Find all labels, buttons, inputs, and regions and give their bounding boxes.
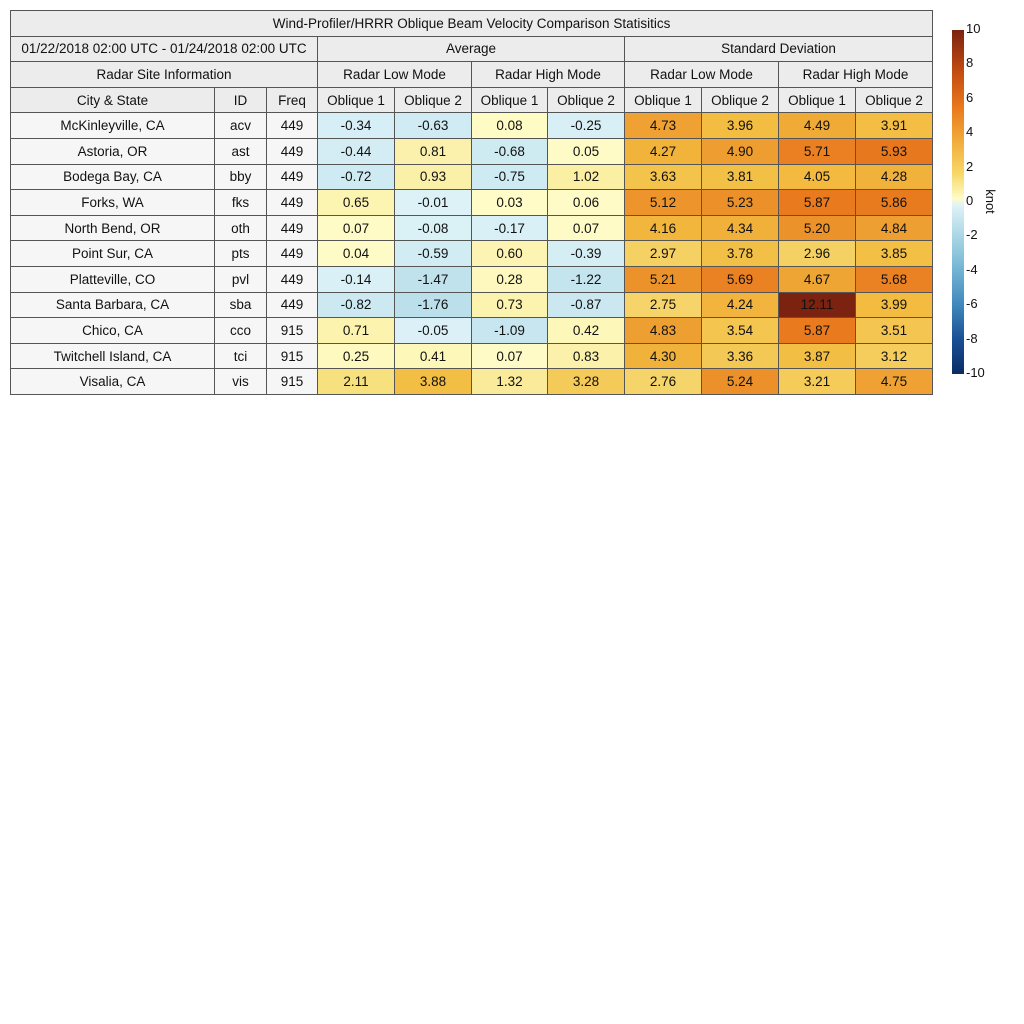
average-value-cell: 3.88: [395, 369, 472, 395]
site-city-cell: Twitchell Island, CA: [11, 343, 215, 369]
average-value-cell: -0.14: [318, 266, 395, 292]
std-low-mode-header: Radar Low Mode: [625, 62, 779, 88]
average-value-cell: -0.63: [395, 113, 472, 139]
average-value-cell: 0.07: [472, 343, 548, 369]
site-city-cell: McKinleyville, CA: [11, 113, 215, 139]
table-row: [11, 369, 933, 395]
average-value-cell: -0.39: [548, 241, 625, 267]
site-freq-cell: 449: [267, 138, 318, 164]
table-row: [11, 241, 933, 267]
oblique2-column-header: Oblique 2: [395, 87, 472, 113]
site-city-cell: Platteville, CO: [11, 266, 215, 292]
std-dev-value-cell: 3.85: [856, 241, 933, 267]
site-id-cell: sba: [215, 292, 267, 318]
table-row: [11, 292, 933, 318]
average-value-cell: 2.11: [318, 369, 395, 395]
average-value-cell: 1.32: [472, 369, 548, 395]
colorbar-tick-label: -8: [966, 330, 978, 346]
avg-high-mode-header: Radar High Mode: [472, 62, 625, 88]
std-dev-value-cell: 3.99: [856, 292, 933, 318]
average-value-cell: -0.25: [548, 113, 625, 139]
std-dev-value-cell: 4.49: [779, 113, 856, 139]
site-freq-cell: 449: [267, 292, 318, 318]
average-value-cell: -0.87: [548, 292, 625, 318]
std-dev-value-cell: 5.68: [856, 266, 933, 292]
average-value-cell: -0.68: [472, 138, 548, 164]
std-dev-value-cell: 4.34: [702, 215, 779, 241]
site-city-cell: Astoria, OR: [11, 138, 215, 164]
site-id-cell: pvl: [215, 266, 267, 292]
id-column-header: ID: [215, 87, 267, 113]
oblique1-column-header: Oblique 1: [318, 87, 395, 113]
std-dev-value-cell: 3.54: [702, 318, 779, 344]
std-dev-value-cell: 5.21: [625, 266, 702, 292]
site-freq-cell: 915: [267, 318, 318, 344]
std-dev-value-cell: 5.93: [856, 138, 933, 164]
oblique1-column-header: Oblique 1: [625, 87, 702, 113]
std-dev-value-cell: 3.81: [702, 164, 779, 190]
std-dev-value-cell: 4.30: [625, 343, 702, 369]
site-city-cell: Visalia, CA: [11, 369, 215, 395]
table-row: [11, 215, 933, 241]
std-high-mode-header: Radar High Mode: [779, 62, 933, 88]
site-id-cell: tci: [215, 343, 267, 369]
colorbar-tick-label: 2: [966, 158, 974, 174]
std-dev-value-cell: 2.75: [625, 292, 702, 318]
oblique2-column-header: Oblique 2: [548, 87, 625, 113]
table-row: [11, 164, 933, 190]
std-dev-value-cell: 4.84: [856, 215, 933, 241]
average-value-cell: 0.71: [318, 318, 395, 344]
average-value-cell: 0.83: [548, 343, 625, 369]
std-dev-value-cell: 5.23: [702, 190, 779, 216]
average-value-cell: 1.02: [548, 164, 625, 190]
std-dev-value-cell: 5.87: [779, 318, 856, 344]
std-dev-value-cell: 4.16: [625, 215, 702, 241]
table-row: [11, 318, 933, 344]
std-dev-value-cell: 3.63: [625, 164, 702, 190]
site-id-cell: fks: [215, 190, 267, 216]
average-value-cell: 0.73: [472, 292, 548, 318]
std-dev-value-cell: 5.87: [779, 190, 856, 216]
site-id-cell: acv: [215, 113, 267, 139]
site-id-cell: bby: [215, 164, 267, 190]
average-value-cell: -0.08: [395, 215, 472, 241]
oblique1-column-header: Oblique 1: [779, 87, 856, 113]
average-value-cell: -0.72: [318, 164, 395, 190]
std-dev-value-cell: 2.97: [625, 241, 702, 267]
site-freq-cell: 915: [267, 343, 318, 369]
std-dev-value-cell: 3.51: [856, 318, 933, 344]
average-value-cell: -0.05: [395, 318, 472, 344]
site-freq-cell: 449: [267, 266, 318, 292]
site-city-cell: Chico, CA: [11, 318, 215, 344]
std-dev-value-cell: 5.24: [702, 369, 779, 395]
std-dev-value-cell: 4.67: [779, 266, 856, 292]
average-value-cell: -0.82: [318, 292, 395, 318]
avg-low-mode-header: Radar Low Mode: [318, 62, 472, 88]
std-dev-value-cell: 2.76: [625, 369, 702, 395]
site-info-header: Radar Site Information: [11, 62, 318, 88]
table-title: Wind-Profiler/HRRR Oblique Beam Velocity Comparison Statisitics: [11, 11, 933, 37]
table-row: [11, 266, 933, 292]
average-value-cell: -0.75: [472, 164, 548, 190]
site-id-cell: ast: [215, 138, 267, 164]
std-dev-value-cell: 4.75: [856, 369, 933, 395]
average-value-cell: 0.25: [318, 343, 395, 369]
std-dev-value-cell: 3.91: [856, 113, 933, 139]
std-dev-value-cell: 5.20: [779, 215, 856, 241]
colorbar-tick-label: 10: [966, 21, 981, 36]
average-value-cell: 0.65: [318, 190, 395, 216]
average-value-cell: -0.44: [318, 138, 395, 164]
average-value-cell: 0.93: [395, 164, 472, 190]
average-value-cell: -1.76: [395, 292, 472, 318]
average-value-cell: -0.01: [395, 190, 472, 216]
colorbar-unit-label: knot: [982, 189, 998, 214]
table-row: [11, 113, 933, 139]
site-freq-cell: 449: [267, 164, 318, 190]
average-value-cell: 0.05: [548, 138, 625, 164]
site-id-cell: oth: [215, 215, 267, 241]
std-dev-value-cell: 3.36: [702, 343, 779, 369]
average-value-cell: 0.07: [548, 215, 625, 241]
average-value-cell: -1.09: [472, 318, 548, 344]
std-dev-value-cell: 5.71: [779, 138, 856, 164]
site-id-cell: vis: [215, 369, 267, 395]
site-city-cell: Point Sur, CA: [11, 241, 215, 267]
site-freq-cell: 449: [267, 241, 318, 267]
site-city-cell: Bodega Bay, CA: [11, 164, 215, 190]
std-dev-value-cell: 5.69: [702, 266, 779, 292]
average-value-cell: -0.34: [318, 113, 395, 139]
colorbar-tick-label: -10: [966, 365, 985, 380]
average-value-cell: 0.60: [472, 241, 548, 267]
site-city-cell: Santa Barbara, CA: [11, 292, 215, 318]
std-dev-value-cell: 4.73: [625, 113, 702, 139]
std-dev-value-cell: 4.24: [702, 292, 779, 318]
std-dev-value-cell: 2.96: [779, 241, 856, 267]
average-header: Average: [318, 36, 625, 62]
colorbar-tick-label: 8: [966, 55, 974, 71]
oblique2-column-header: Oblique 2: [702, 87, 779, 113]
oblique1-column-header: Oblique 1: [472, 87, 548, 113]
average-value-cell: 0.07: [318, 215, 395, 241]
std-dev-value-cell: 4.90: [702, 138, 779, 164]
average-value-cell: 0.04: [318, 241, 395, 267]
average-value-cell: -1.22: [548, 266, 625, 292]
average-value-cell: 0.28: [472, 266, 548, 292]
average-value-cell: 0.08: [472, 113, 548, 139]
statistics-table: [10, 10, 933, 395]
table-row: [11, 190, 933, 216]
std-dev-value-cell: 3.21: [779, 369, 856, 395]
colorbar-tick-label: -6: [966, 296, 978, 312]
table-row: [11, 343, 933, 369]
average-value-cell: 3.28: [548, 369, 625, 395]
site-freq-cell: 449: [267, 113, 318, 139]
average-value-cell: -1.47: [395, 266, 472, 292]
date-range: 01/22/2018 02:00 UTC - 01/24/2018 02:00 UTC: [11, 36, 318, 62]
site-city-cell: Forks, WA: [11, 190, 215, 216]
average-value-cell: -0.59: [395, 241, 472, 267]
std-dev-value-cell: 3.12: [856, 343, 933, 369]
std-dev-value-cell: 4.28: [856, 164, 933, 190]
std-dev-value-cell: 4.05: [779, 164, 856, 190]
city-column-header: City & State: [11, 87, 215, 113]
site-freq-cell: 915: [267, 369, 318, 395]
oblique2-column-header: Oblique 2: [856, 87, 933, 113]
std-dev-value-cell: 3.78: [702, 241, 779, 267]
colorbar: [952, 30, 964, 374]
std-dev-value-cell: 3.87: [779, 343, 856, 369]
colorbar-tick-label: -4: [966, 261, 978, 277]
colorbar-tick-label: 0: [966, 193, 974, 208]
std-dev-value-cell: 5.86: [856, 190, 933, 216]
average-value-cell: -0.17: [472, 215, 548, 241]
std-dev-value-cell: 3.96: [702, 113, 779, 139]
colorbar-tick-label: 4: [966, 124, 974, 140]
std-dev-value-cell: 4.83: [625, 318, 702, 344]
average-value-cell: 0.41: [395, 343, 472, 369]
site-id-cell: pts: [215, 241, 267, 267]
site-freq-cell: 449: [267, 215, 318, 241]
average-value-cell: 0.81: [395, 138, 472, 164]
table-row: [11, 138, 933, 164]
std-dev-value-cell: 5.12: [625, 190, 702, 216]
site-freq-cell: 449: [267, 190, 318, 216]
average-value-cell: 0.06: [548, 190, 625, 216]
std-dev-value-cell: 12.11: [779, 292, 856, 318]
colorbar-tick-label: 6: [966, 89, 974, 105]
freq-column-header: Freq: [267, 87, 318, 113]
std-dev-value-cell: 4.27: [625, 138, 702, 164]
table-body: [11, 113, 933, 395]
colorbar-tick-label: -2: [966, 227, 978, 243]
average-value-cell: 0.03: [472, 190, 548, 216]
average-value-cell: 0.42: [548, 318, 625, 344]
site-city-cell: North Bend, OR: [11, 215, 215, 241]
site-id-cell: cco: [215, 318, 267, 344]
std-dev-header: Standard Deviation: [625, 36, 933, 62]
